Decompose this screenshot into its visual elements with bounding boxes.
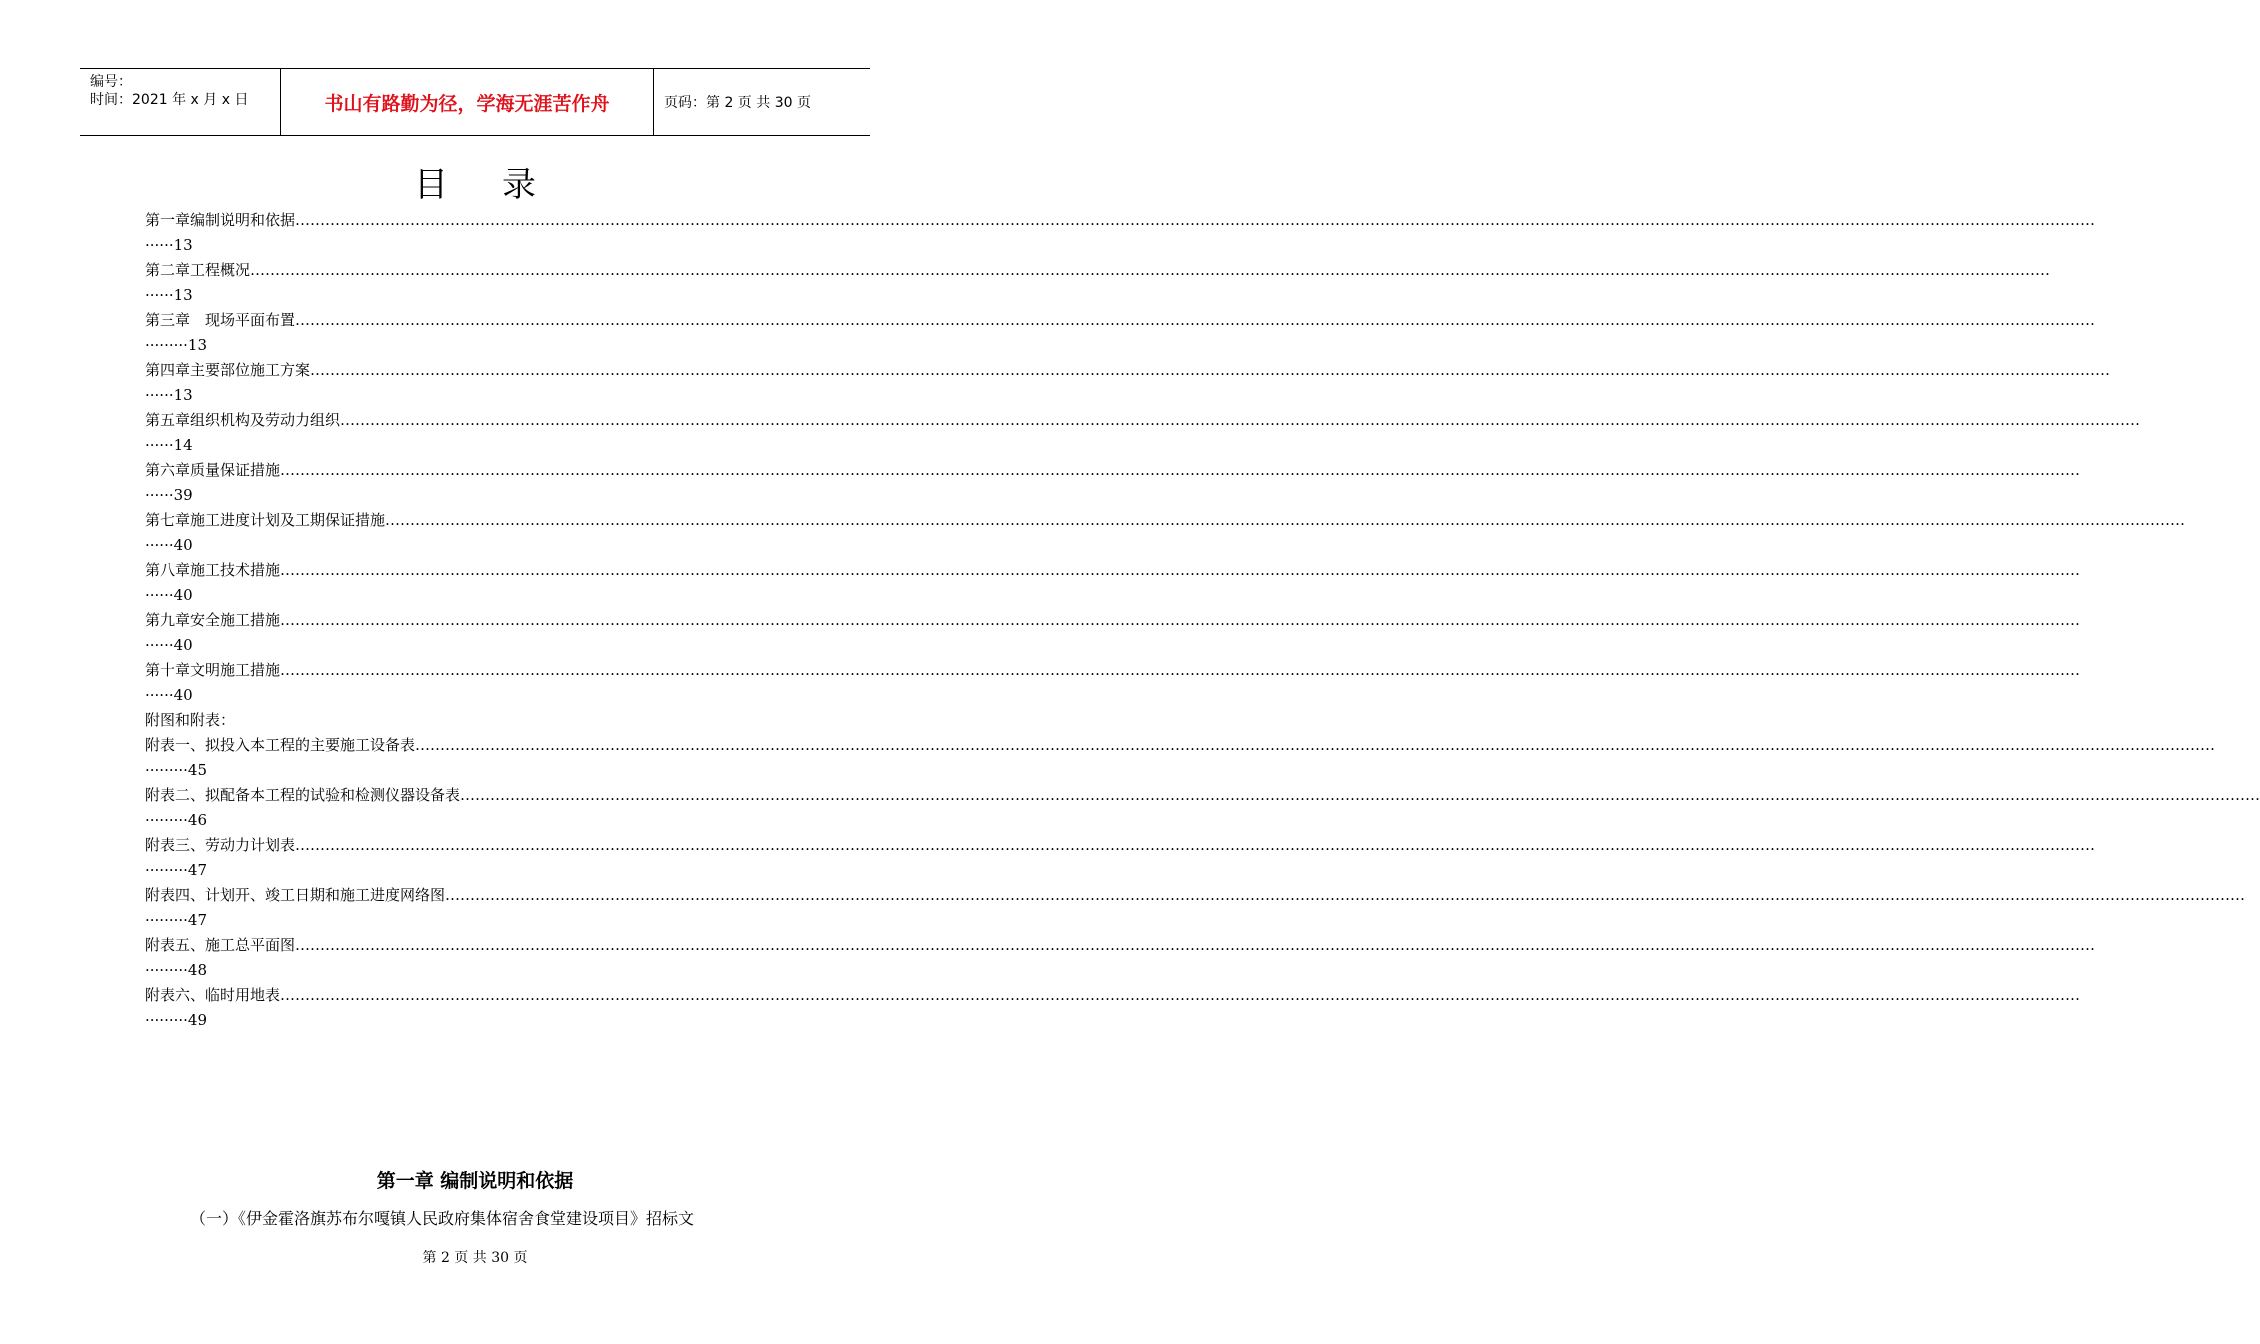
toc-entry[interactable] bbox=[145, 783, 2260, 833]
toc-entry[interactable] bbox=[145, 458, 2081, 508]
toc-title: 目录 bbox=[414, 165, 590, 205]
toc-entry[interactable] bbox=[145, 883, 2246, 933]
dot-leader: ······ bbox=[145, 686, 174, 704]
dot-leader: ······ bbox=[145, 486, 174, 504]
dot-leader: ······ bbox=[145, 436, 174, 454]
toc-page-number: 47 bbox=[187, 911, 208, 929]
toc-entry-text: 第八章施工技术措施 bbox=[145, 561, 281, 579]
dot-leader: ········· bbox=[145, 761, 188, 779]
dot-leader: ······ bbox=[145, 636, 174, 654]
toc-entry-text: 第七章施工进度计划及工期保证措施 bbox=[145, 511, 386, 529]
toc-page-number: 40 bbox=[173, 536, 193, 554]
table-of-contents bbox=[145, 208, 2260, 1033]
toc-page-number: 47 bbox=[187, 861, 208, 879]
toc-entry-text: 第一章编制说明和依据 bbox=[145, 211, 296, 229]
toc-entry[interactable] bbox=[145, 658, 2081, 708]
dot-leader: ……………………………………………………………………………………………………………………………………………………………………………………………………………………………………………………………………………………………………………………………… bbox=[295, 936, 2096, 954]
toc-page-number: 14 bbox=[173, 436, 193, 454]
toc-entry-text: 第六章质量保证措施 bbox=[145, 461, 281, 479]
page-info: 页码：第 2 页 共 30 页 bbox=[664, 95, 811, 111]
chapter-first-line: （一）《伊金霍洛旗苏布尔嘎镇人民政府集体宿舍食堂建设项目》招标文 bbox=[190, 1209, 695, 1228]
toc-page-number: 13 bbox=[173, 286, 193, 304]
dot-leader: ……………………………………………………………………………………………………………………………………………………………………………………………………………………………………………………………………………………………………………………………… bbox=[340, 411, 2141, 429]
dot-leader: ······ bbox=[145, 236, 174, 254]
appendix-heading: 附图和附表： bbox=[145, 711, 236, 729]
dot-leader: ……………………………………………………………………………………………………………………………………………………………………………………………………………………………………………………………………………………………………………………………… bbox=[280, 986, 2081, 1004]
dot-leader: ······ bbox=[145, 386, 174, 404]
toc-entry[interactable] bbox=[145, 358, 2111, 408]
dot-leader: ……………………………………………………………………………………………………………………………………………………………………………………………………………………………………………………………………………………………………………………………… bbox=[310, 361, 2111, 379]
dot-leader: ……………………………………………………………………………………………………………………………………………………………………………………………………………………………………………………………………………………………………………………………… bbox=[445, 886, 2246, 904]
toc-entry[interactable] bbox=[145, 608, 2081, 658]
dot-leader: ······ bbox=[145, 286, 174, 304]
page-footer: 第 2 页 共 30 页 bbox=[422, 1250, 528, 1266]
toc-entry[interactable] bbox=[145, 258, 2051, 308]
dot-leader: ……………………………………………………………………………………………………………………………………………………………………………………………………………………………………………………………………………………………………………………………… bbox=[295, 211, 2096, 229]
toc-entry-text: 第二章工程概况 bbox=[145, 261, 251, 279]
toc-entry-text: 附表二、拟配备本工程的试验和检测仪器设备表 bbox=[145, 786, 461, 804]
toc-entry[interactable] bbox=[145, 408, 2141, 458]
page-header bbox=[80, 68, 870, 136]
dot-leader: ……………………………………………………………………………………………………………………………………………………………………………………………………………………………………………………………………………………………………………………………… bbox=[280, 661, 2081, 679]
toc-entry-text: 附表五、施工总平面图 bbox=[145, 936, 296, 954]
toc-page-number: 40 bbox=[173, 636, 193, 654]
toc-page-number: 48 bbox=[187, 961, 208, 979]
toc-entry-text: 第十章文明施工措施 bbox=[145, 661, 281, 679]
dot-leader: ······ bbox=[145, 586, 174, 604]
toc-entry-text: 附表六、临时用地表 bbox=[145, 986, 281, 1004]
dot-leader: ········· bbox=[145, 336, 188, 354]
toc-page-number: 49 bbox=[187, 1011, 208, 1029]
toc-entry-text: 附表四、计划开、竣工日期和施工进度网络图 bbox=[145, 886, 446, 904]
toc-entry-text: 第五章组织机构及劳动力组织 bbox=[145, 411, 341, 429]
toc-page-number: 46 bbox=[187, 811, 208, 829]
toc-entry[interactable] bbox=[145, 558, 2081, 608]
toc-page-number: 40 bbox=[173, 586, 193, 604]
dot-leader: ········· bbox=[145, 911, 188, 929]
toc-entry-text: 第九章安全施工措施 bbox=[145, 611, 281, 629]
dot-leader: ……………………………………………………………………………………………………………………………………………………………………………………………………………………………………………………………………………………………………………………………… bbox=[250, 261, 2051, 279]
toc-page-number: 13 bbox=[173, 236, 193, 254]
dot-leader: ……………………………………………………………………………………………………………………………………………………………………………………………………………………………………………………………………………………………………………………………… bbox=[280, 561, 2081, 579]
toc-entry-text: 第三章 现场平面布置 bbox=[145, 311, 296, 329]
motto: 书山有路勤为径，学海无涯苦作舟 bbox=[281, 69, 654, 135]
toc-entry[interactable] bbox=[145, 983, 2081, 1033]
toc-entry[interactable] bbox=[145, 308, 2096, 358]
toc-page-number: 13 bbox=[187, 336, 208, 354]
header-meta-cell bbox=[80, 69, 281, 135]
dot-leader: ……………………………………………………………………………………………………………………………………………………………………………………………………………………………………………………………………………………………………………………………… bbox=[280, 461, 2081, 479]
dot-leader: ……………………………………………………………………………………………………………………………………………………………………………………………………………………………………………………………………………………………………………………………… bbox=[280, 611, 2081, 629]
dot-leader: ······ bbox=[145, 536, 174, 554]
toc-entry[interactable] bbox=[145, 508, 2186, 558]
toc-entry[interactable] bbox=[145, 733, 2216, 783]
dot-leader: ········· bbox=[145, 961, 188, 979]
toc-page-number: 13 bbox=[173, 386, 193, 404]
dot-leader: ········· bbox=[145, 811, 188, 829]
time-label: 时间：2021 年 x 月 x 日 bbox=[90, 92, 249, 108]
dot-leader: ……………………………………………………………………………………………………………………………………………………………………………………………………………………………………………………………………………………………………………………………… bbox=[295, 836, 2096, 854]
toc-page-number: 40 bbox=[173, 686, 193, 704]
dot-leader: ……………………………………………………………………………………………………………………………………………………………………………………………………………………………………………………………………………………………………………………………… bbox=[460, 786, 2260, 804]
dot-leader: ……………………………………………………………………………………………………………………………………………………………………………………………………………………………………………………………………………………………………………………………… bbox=[295, 311, 2096, 329]
toc-entry[interactable] bbox=[145, 208, 2096, 258]
toc-page-number: 39 bbox=[173, 486, 193, 504]
dot-leader: ········· bbox=[145, 1011, 188, 1029]
toc-entry[interactable] bbox=[145, 933, 2096, 983]
dot-leader: ……………………………………………………………………………………………………………………………………………………………………………………………………………………………………………………………………………………………………………………………… bbox=[385, 511, 2186, 529]
toc-entry-text: 第四章主要部位施工方案 bbox=[145, 361, 311, 379]
toc-entry-text: 附表三、劳动力计划表 bbox=[145, 836, 296, 854]
dot-leader: ……………………………………………………………………………………………………………………………………………………………………………………………………………………………………………………………………………………………………………………………… bbox=[415, 736, 2216, 754]
toc-entry-text: 附表一、拟投入本工程的主要施工设备表 bbox=[145, 736, 416, 754]
toc-entry[interactable] bbox=[145, 833, 2096, 883]
number-label: 编号： bbox=[90, 74, 132, 90]
chapter-title: 第一章 编制说明和依据 bbox=[376, 1170, 574, 1192]
toc-page-number: 45 bbox=[187, 761, 208, 779]
dot-leader: ········· bbox=[145, 861, 188, 879]
